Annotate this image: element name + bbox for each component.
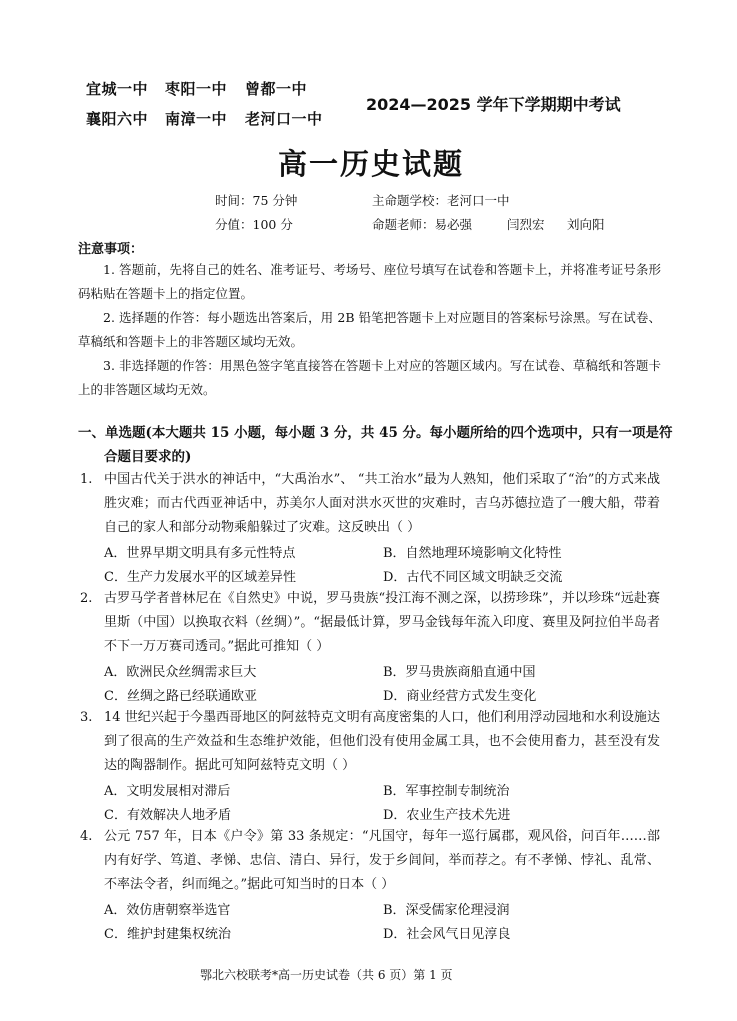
option-c: C．丝绸之路已经联通欧亚 <box>104 689 257 704</box>
note-item: 2. 选择题的作答：每小题选出答案后，用 2B 铅笔把答题卡上对应题目的答案标号涂黑。写在试卷、草稿纸和答题卡上的非答题区域均无效。 <box>78 310 661 349</box>
option-b: B．军事控制专制统治 <box>383 784 510 799</box>
option-d: D．农业生产技术先进 <box>383 808 511 823</box>
section-heading: 一、单选题(本大题共 15 小题，每小题 3 分，共 45 分。每小题所给的四个选项中，只有一项是符 <box>78 425 673 441</box>
question-number: 4. <box>80 829 93 844</box>
school-name: 襄阳六中 <box>86 110 149 128</box>
teacher-name: 命题老师：易必强 <box>372 217 473 232</box>
option-d: D．社会风气日见淳良 <box>383 927 511 942</box>
option-c: C．维护封建集权统治 <box>104 927 231 942</box>
section-heading: 合题目要求的) <box>104 449 192 465</box>
school-name: 宜城一中 <box>86 80 149 98</box>
page-footer: 鄂北六校联考*高一历史试卷（共 6 页）第 1 页 <box>200 968 453 982</box>
option-b: B．深受儒家伦理浸润 <box>383 903 510 918</box>
page-title: 高一历史试题 <box>278 147 465 181</box>
option-c: C．有效解决人地矛盾 <box>104 808 231 823</box>
exam-time: 时间：75 分钟 <box>215 193 298 208</box>
exam-title: 2024—2025 学年下学期期中考试 <box>366 95 621 114</box>
school-name: 枣阳一中 <box>165 80 228 98</box>
question-stem: 中国古代关于洪水的神话中，“大禹治水”、 “共工治水”最为人熟知，他们采取了“治”的方式来战胜灾难；而古代西亚神话中，苏美尔人面对洪水灭世的灾难时，吉乌苏德拉造了一艘大船，带着自己的家人和部分动物乘船躲过了灾难。这反映出（ ） <box>104 472 660 535</box>
option-a: A．文明发展相对滞后 <box>104 784 231 799</box>
note-item: 1. 答题前，先将自己的姓名、准考证号、考场号、座位号填写在试卷和答题卡上，并将准考证号条形码粘贴在答题卡上的指定位置。 <box>78 262 661 301</box>
note-item: 3. 非选择题的作答：用黑色签字笔直接答在答题卡上对应的答题区域内。写在试卷、草稿纸和答题卡上的非答题区域均无效。 <box>78 358 661 397</box>
question-stem: 公元 757 年，日本《户令》第 33 条规定：“凡国守，每年一巡行属郡，观风俗，问百年……部内有好学、笃道、孝悌、忠信、清白、异行，发于乡闾间，举而荐之。有不孝悌、悖礼、乱常、不率法令者，纠而绳之。”据此可知当时的日本（ ） <box>104 829 660 892</box>
question-stem: 古罗马学者普林尼在《自然史》中说，罗马贵族“投江海不测之深，以捞珍珠”，并以珍珠“远赴赛里斯（中国）以换取衣料（丝绸）”。“据最低计算，罗马金钱每年流入印度、赛里及阿拉伯半岛者不下一万万赛司透司。”据此可推知（ ） <box>104 591 660 654</box>
question-stem: 14 世纪兴起于今墨西哥地区的阿兹特克文明有高度密集的人口，他们利用浮动园地和水利设施达到了很高的生产效益和生态维护效能，但他们没有使用金属工具，也不会使用畜力，甚至没有发达的陶器制作。据此可知阿兹特克文明（ ） <box>104 710 660 773</box>
question-number: 3. <box>80 710 93 725</box>
notes-heading: 注意事项： <box>78 242 144 257</box>
question-number: 1. <box>80 472 93 487</box>
school-name: 曾都一中 <box>245 80 308 98</box>
host-school: 主命题学校：老河口一中 <box>372 193 510 208</box>
option-a: A．世界早期文明具有多元性特点 <box>104 546 296 561</box>
option-a: A．欧洲民众丝绸需求巨大 <box>104 665 257 680</box>
school-name: 老河口一中 <box>245 110 323 128</box>
teacher-name: 刘向阳 <box>567 217 605 232</box>
school-name: 南漳一中 <box>165 110 228 128</box>
option-b: B．自然地理环境影响文化特性 <box>383 546 562 561</box>
question-number: 2. <box>80 591 93 606</box>
option-c: C．生产力发展水平的区域差异性 <box>104 570 296 585</box>
exam-score: 分值：100 分 <box>215 217 293 232</box>
option-a: A．效仿唐朝察举选官 <box>104 903 231 918</box>
option-b: B．罗马贵族商船直通中国 <box>383 665 536 680</box>
teacher-name: 闫烈宏 <box>507 217 545 232</box>
option-d: D．商业经营方式发生变化 <box>383 689 537 704</box>
option-d: D．古代不同区域文明缺乏交流 <box>383 570 563 585</box>
